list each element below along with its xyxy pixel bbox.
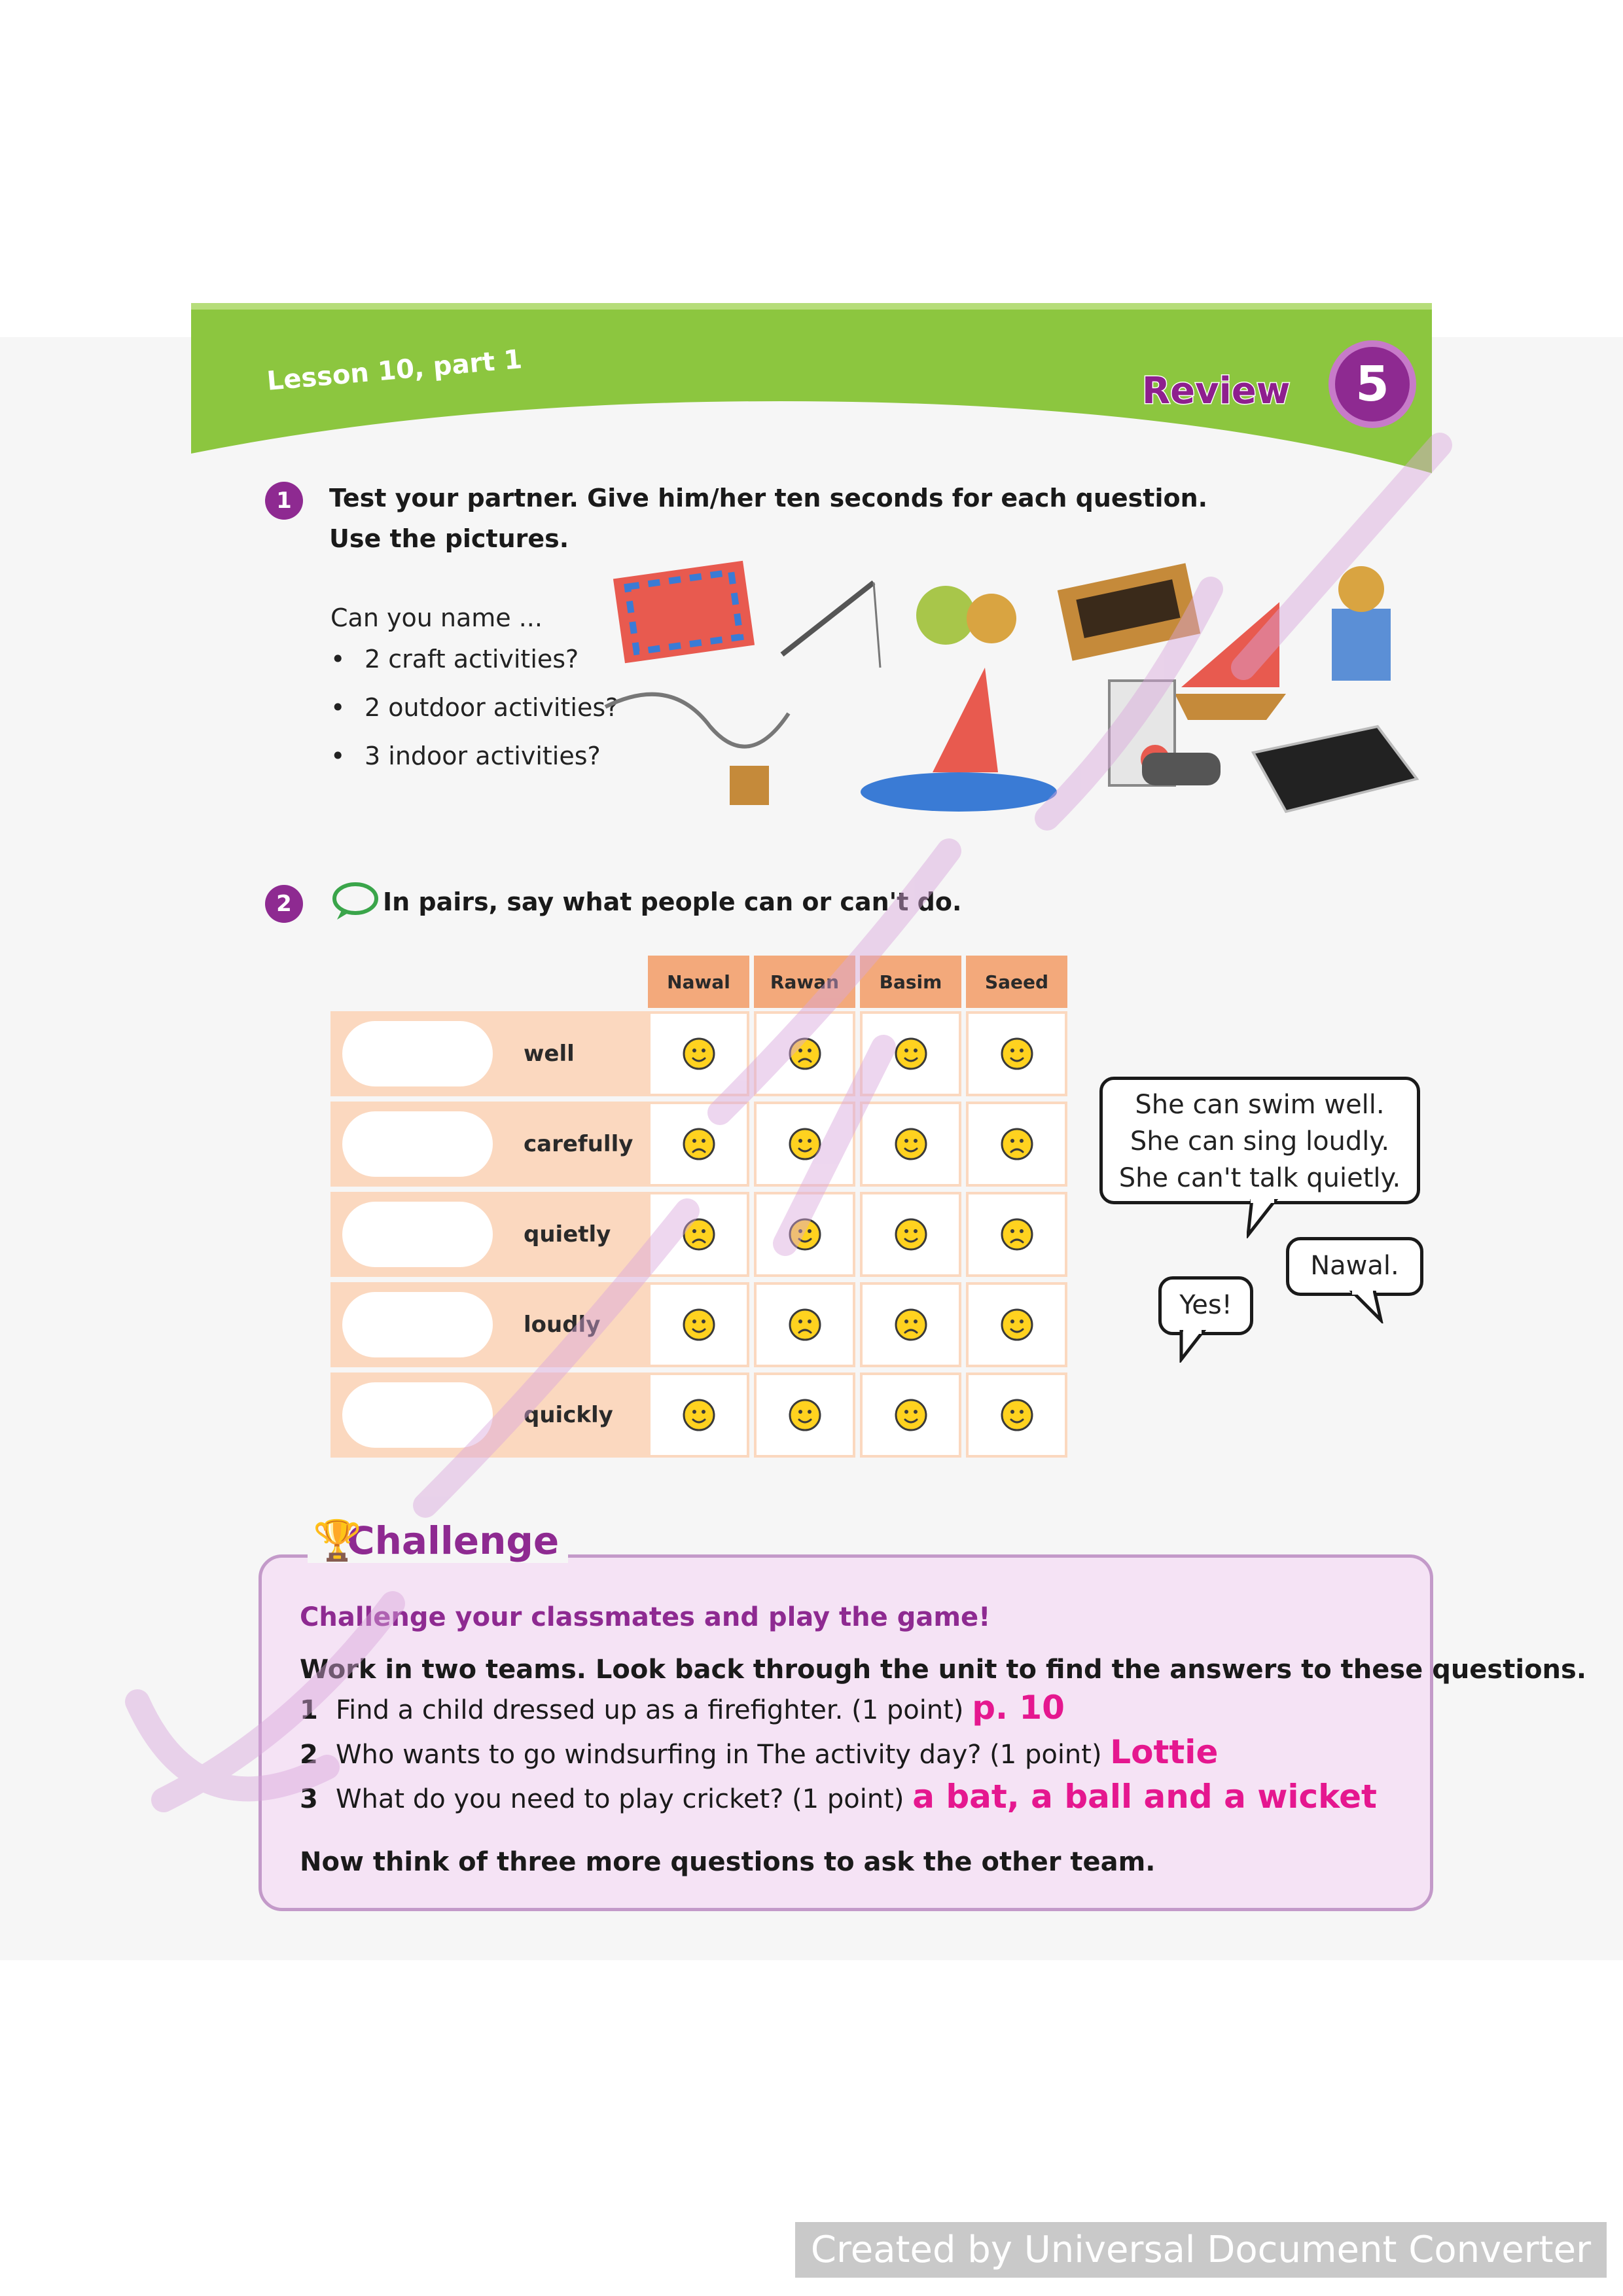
bubble-line: She can't talk quietly. (1118, 1163, 1401, 1193)
column-header: Basim (860, 956, 961, 1008)
question-answer: Lottie (1110, 1733, 1219, 1771)
table-row-label (330, 1372, 648, 1458)
painting-picture (342, 1111, 493, 1177)
column-header: Saeed (966, 956, 1067, 1008)
swimming-picture (342, 1021, 493, 1086)
table-row-label (330, 1102, 648, 1187)
question-number: 3 (300, 1784, 318, 1814)
face-cell (966, 1192, 1067, 1277)
robot-toy-icon (1332, 566, 1391, 681)
row-word: carefully (524, 1131, 633, 1157)
exercise-1-number: 1 (265, 482, 303, 520)
happy-face-icon (1000, 1308, 1034, 1342)
exercise-2-number: 2 (265, 885, 303, 923)
wool-icon (916, 586, 1016, 645)
sad-face-icon (682, 1217, 716, 1251)
bubble-line: She can sing loudly. (1130, 1126, 1390, 1157)
happy-face-icon (682, 1037, 716, 1071)
happy-face-icon (682, 1398, 716, 1432)
happy-face-icon (894, 1398, 928, 1432)
challenge-question (300, 1689, 1065, 1727)
face-cell (966, 1282, 1067, 1367)
row-word: well (524, 1041, 575, 1067)
question-text: What do you need to play cricket? (1 point) (336, 1784, 904, 1814)
question-answer: a bat, a ball and a wicket (912, 1778, 1377, 1816)
windsurf-board-icon (861, 668, 1057, 812)
happy-face-icon (788, 1217, 822, 1251)
face-cell (648, 1372, 749, 1458)
face-cell (754, 1192, 855, 1277)
list-item: • 3 indoor activities? (330, 742, 618, 790)
challenge-question (300, 1733, 1218, 1771)
chess-board-icon (1253, 726, 1417, 812)
sad-face-icon (894, 1308, 928, 1342)
face-cell (754, 1282, 855, 1367)
example-speech-bubble (1099, 1077, 1420, 1204)
exercise-1-instruction-1: Test your partner. Give him/her ten seconds for each question. (329, 484, 1208, 512)
question-text: Who wants to go windsurfing in The activity day? (1 point) (336, 1740, 1102, 1770)
trophy-icon: 🏆 (313, 1518, 362, 1564)
game-box-icon (1058, 563, 1200, 660)
exercise-1-instruction-2: Use the pictures. (329, 524, 569, 553)
column-header: Rawan (754, 956, 855, 1008)
exercise-1-prompt: Can you name ... (330, 603, 543, 632)
face-cell (648, 1011, 749, 1096)
challenge-title: Challenge (308, 1518, 568, 1563)
bubble-tail (1178, 1330, 1211, 1363)
face-cell (860, 1192, 961, 1277)
happy-face-icon (1000, 1037, 1034, 1071)
converter-footer: Created by Universal Document Converter (795, 2222, 1607, 2278)
face-cell (648, 1192, 749, 1277)
list-item: • 2 craft activities? (330, 645, 618, 693)
nawal-speech-bubble: Nawal. (1286, 1237, 1423, 1296)
challenge-intro: Work in two teams. Look back through the unit to find the answers to these questions. (300, 1655, 1587, 1685)
challenge-question (300, 1778, 1377, 1816)
exercise-2-instruction: In pairs, say what people can or can't do. (383, 888, 962, 916)
sad-face-icon (788, 1308, 822, 1342)
row-word: quietly (524, 1221, 611, 1247)
face-cell (966, 1102, 1067, 1187)
fishing-rod-icon (782, 583, 880, 668)
happy-face-icon (682, 1308, 716, 1342)
talking-picture (342, 1202, 493, 1267)
singing-picture (342, 1292, 493, 1357)
happy-face-icon (788, 1398, 822, 1432)
face-cell (754, 1011, 855, 1096)
bubble-line: She can swim well. (1135, 1090, 1385, 1120)
sad-face-icon (1000, 1217, 1034, 1251)
face-cell (966, 1011, 1067, 1096)
question-number: 2 (300, 1740, 318, 1770)
face-cell (860, 1282, 961, 1367)
happy-face-icon (894, 1037, 928, 1071)
bubble-tail (1247, 1199, 1286, 1238)
challenge-subtitle: Challenge your classmates and play the game! (300, 1602, 991, 1632)
row-word: quickly (524, 1402, 613, 1428)
face-cell (648, 1102, 749, 1187)
activity-pictures (592, 556, 1423, 825)
happy-face-icon (894, 1217, 928, 1251)
bubble-tail (1348, 1291, 1384, 1323)
table-row-label (330, 1011, 648, 1096)
table-row-label (330, 1192, 648, 1277)
question-answer: p. 10 (972, 1689, 1065, 1727)
thread-icon (605, 694, 789, 805)
lesson-label: Lesson 10, part 1 (265, 344, 524, 397)
face-cell (860, 1102, 961, 1187)
table-row-label (330, 1282, 648, 1367)
sad-face-icon (682, 1127, 716, 1161)
yes-speech-bubble: Yes! (1158, 1276, 1253, 1335)
face-cell (966, 1372, 1067, 1458)
unit-number-badge: 5 (1329, 340, 1416, 428)
sad-face-icon (1000, 1127, 1034, 1161)
challenge-closing: Now think of three more questions to ask the other team. (300, 1847, 1156, 1877)
face-cell (860, 1011, 961, 1096)
exercise-1-list (330, 645, 618, 790)
happy-face-icon (788, 1127, 822, 1161)
question-text: Find a child dressed up as a firefighter. (1 point) (336, 1695, 964, 1725)
knitting-picture (342, 1382, 493, 1448)
speech-bubble-icon (330, 880, 380, 923)
list-item: • 2 outdoor activities? (330, 693, 618, 742)
column-header: Nawal (648, 956, 749, 1008)
sad-face-icon (788, 1037, 822, 1071)
weaving-icon (613, 561, 755, 664)
face-cell (754, 1372, 855, 1458)
happy-face-icon (1000, 1398, 1034, 1432)
face-cell (648, 1282, 749, 1367)
face-cell (860, 1372, 961, 1458)
happy-face-icon (894, 1127, 928, 1161)
face-cell (754, 1102, 855, 1187)
question-number: 1 (300, 1695, 318, 1725)
review-title: Review (1142, 370, 1291, 412)
row-word: loudly (524, 1312, 601, 1338)
